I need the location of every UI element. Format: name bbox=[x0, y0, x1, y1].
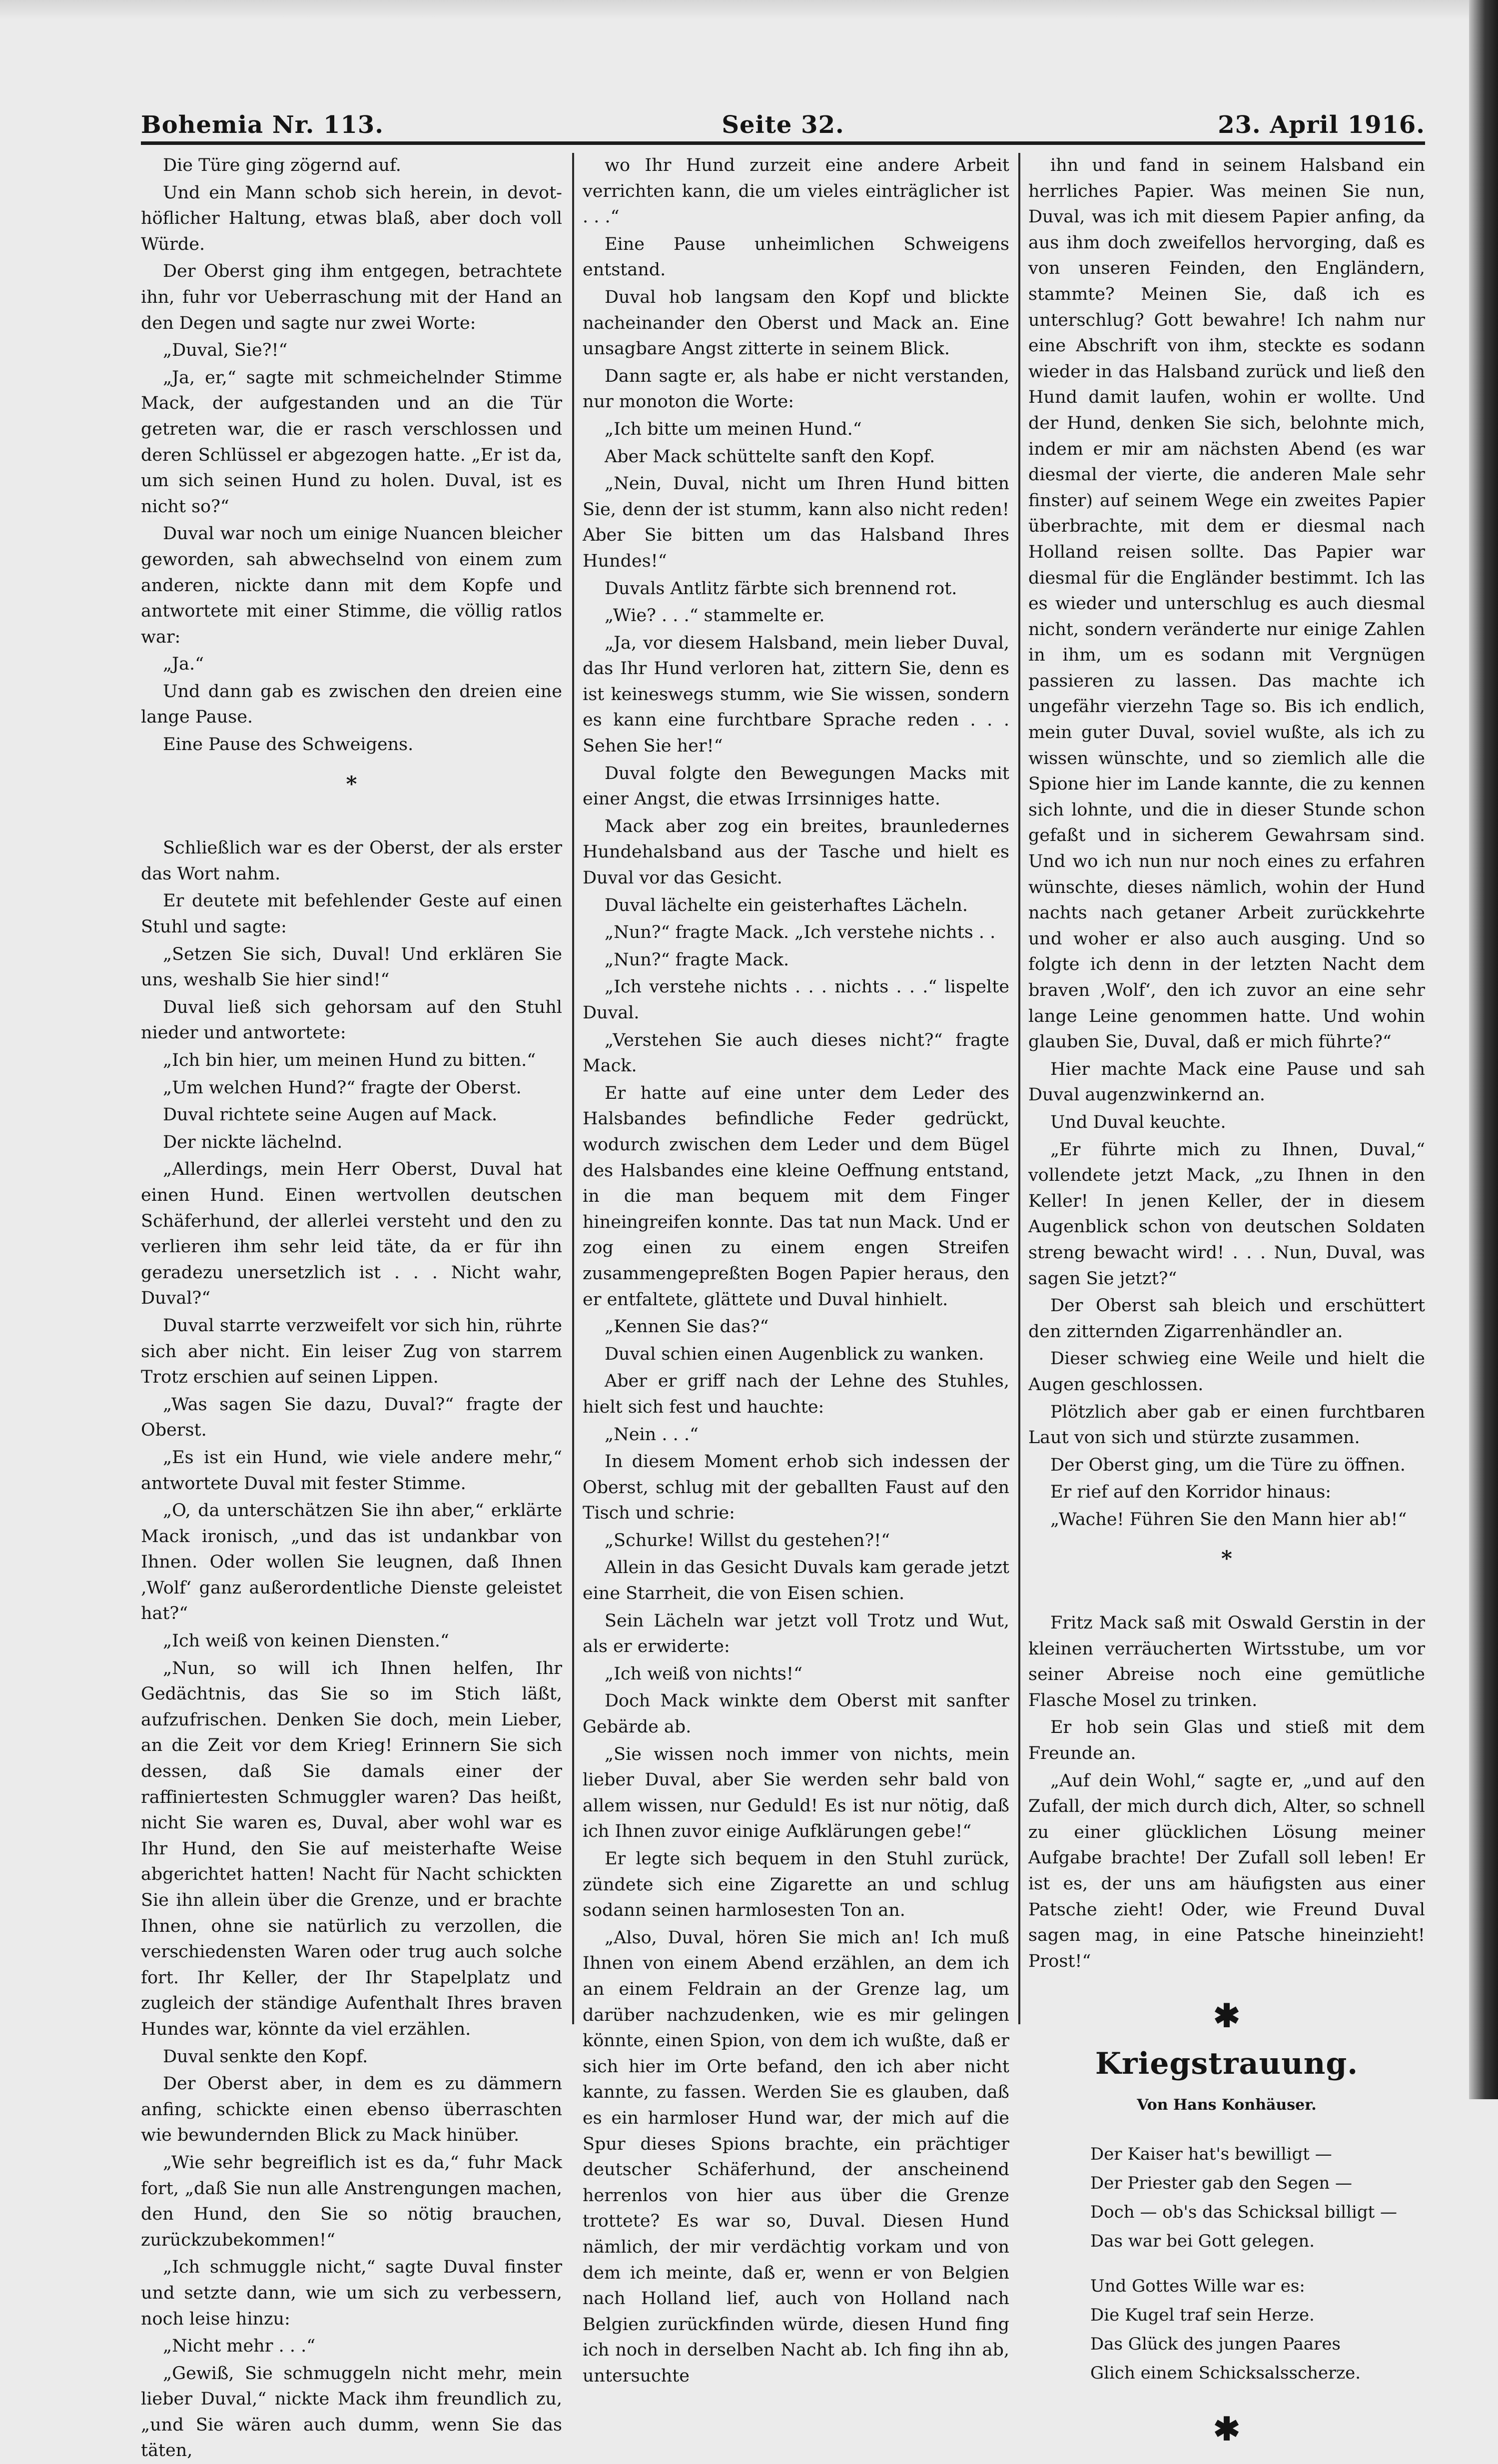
paragraph: Eine Pause des Schweigens. bbox=[163, 735, 414, 755]
paragraph: „Ich bin hier, um meinen Hund zu bitten.“ bbox=[163, 1050, 536, 1070]
paragraph: Er rief auf den Korridor hinaus: bbox=[1050, 1482, 1332, 1503]
poem-line: Doch — ob's das Schicksal billigt — bbox=[1090, 2202, 1398, 2223]
column-3-story bbox=[1028, 153, 1425, 1974]
paragraph: Duval folgte den Bewegungen Macks mit einer Angst, die etwas Irrsinniges hatte. bbox=[583, 763, 1009, 810]
paragraph: Der Oberst ging, um die Türe zu öffnen. bbox=[1050, 1455, 1406, 1475]
header-publication: Bohemia Nr. 113. bbox=[141, 111, 384, 139]
paragraph: Er hob sein Glas und stieß mit dem Freunde an. bbox=[1028, 1717, 1425, 1764]
paragraph: Eine Pause unheimlichen Schweigens entstand. bbox=[583, 234, 1009, 280]
paragraph: „Allerdings, mein Herr Oberst, Duval hat einen Hund. Einen wertvollen deutschen Schäferhund, der allerlei versteht und den zu verlieren ihm sehr leid täte, da er für ihn geradezu unersetzlich ist . . . Nicht wahr, Duval?“ bbox=[141, 1159, 562, 1309]
paragraph: „Auf dein Wohl,“ sagte er, „und auf den Zufall, der mich durch dich, Alter, so schnell zu einer glücklichen Lösung meiner Aufgabe brachte! Der Zufall soll leben! Er ist es, der uns am häufigsten aus einer Patsche zieht! Oder, wie Freund Duval sagen mag, in eine Patsche hineinzieht! Prost!“ bbox=[1028, 1770, 1425, 1971]
header-page-number: Seite 32. bbox=[722, 111, 844, 139]
paragraph: Hier machte Mack eine Pause und sah Duval augenzwinkernd an. bbox=[1028, 1059, 1425, 1105]
poem-line: Und Gottes Wille war es: bbox=[1090, 2276, 1305, 2297]
section-break-star: * bbox=[1221, 1546, 1232, 1571]
page-header bbox=[141, 111, 1425, 143]
paragraph: Duval starrte verzweifelt vor sich hin, rührte sich aber nicht. Ein leiser Zug von starrem Trotz erschien auf seinen Lippen. bbox=[141, 1315, 562, 1388]
paragraph: „Ich weiß von nichts!“ bbox=[605, 1663, 802, 1684]
paragraph: In diesem Moment erhob sich indessen der Oberst, schlug mit der geballten Faust auf den Tisch und schrie: bbox=[583, 1452, 1009, 1524]
paragraph: „Nein . . .“ bbox=[605, 1424, 699, 1445]
paragraph: „Wache! Führen Sie den Mann hier ab!“ bbox=[1050, 1509, 1407, 1530]
paragraph: Duval lächelte ein geisterhaftes Lächeln. bbox=[605, 895, 968, 915]
paragraph: „Ich weiß von keinen Diensten.“ bbox=[163, 1631, 449, 1651]
column-1 bbox=[141, 153, 562, 2461]
paragraph: „Er führte mich zu Ihnen, Duval,“ vollendete jetzt Mack, „zu Ihnen in den Keller! In jenen Keller, der in diesem Augenblick schon von deutschen Soldaten streng bewacht wird! . . . Nun, Duval, was sagen Sie jetzt?“ bbox=[1028, 1139, 1425, 1289]
paragraph: „Wie? . . .“ stammelte er. bbox=[605, 606, 825, 626]
paragraph: „Ja, er,“ sagte mit schmeichelnder Stimme Mack, der aufgestanden und an die Tür getreten war, die er rasch verschlossen und deren Schlüssel er abgezogen hatte. „Er ist da, um sich seinen Hund zu holen. Duval, ist es nicht so?“ bbox=[141, 367, 562, 517]
paragraph: Aber er griff nach der Lehne des Stuhles, hielt sich fest und hauchte: bbox=[583, 1371, 1009, 1417]
paragraph: Der nickte lächelnd. bbox=[163, 1132, 343, 1152]
poem-line: Das Glück des jungen Paares bbox=[1090, 2334, 1341, 2355]
poem-line: Die Kugel traf sein Herze. bbox=[1090, 2305, 1315, 2326]
column-divider-2 bbox=[1018, 153, 1020, 2024]
paragraph: Allein in das Gesicht Duvals kam gerade jetzt eine Starrheit, die von Eisen schien. bbox=[583, 1558, 1009, 1604]
poem-line: Der Priester gab den Segen — bbox=[1090, 2173, 1353, 2194]
header-rule bbox=[141, 141, 1425, 145]
separator-star-top: ✱ bbox=[1213, 1997, 1240, 2035]
paragraph: „Ja, vor diesem Halsband, mein lieber Duval, das Ihr Hund verloren hat, zittern Sie, denn es ist keineswegs stumm, wie Sie wissen, sondern es kann eine furchtbare Sprache reden . . . Sehen Sie her!“ bbox=[583, 633, 1009, 757]
paragraph: Der Oberst aber, in dem es zu dämmern anfing, schickte einen ebenso überraschten wie bewundernden Blick zu Mack hinüber. bbox=[141, 2074, 562, 2146]
poem-title: Kriegstrauung. bbox=[1095, 2046, 1359, 2081]
paragraph: Duval richtete seine Augen auf Mack. bbox=[163, 1105, 498, 1125]
paragraph: „Es ist ein Hund, wie viele andere mehr,“ antwortete Duval mit fester Stimme. bbox=[141, 1447, 562, 1494]
column-2 bbox=[583, 153, 1009, 2386]
column-3 bbox=[1028, 153, 1425, 2449]
paragraph: Plötzlich aber gab er einen furchtbaren Laut von sich und stürzte zusammen. bbox=[1028, 1402, 1425, 1448]
paragraph: Er hatte auf eine unter dem Leder des Halsbandes befindliche Feder gedrückt, wodurch zwischen dem Leder und dem Bügel des Halsbandes eine kleine Oeffnung entstand, in die man bequem mit dem Finger hineingreifen konnte. Das tat nun Mack. Und er zog einen zu einem engen Streifen zusammengepreßten Bogen Papier heraus, den er entfaltete, glättete und Duval hinhielt. bbox=[583, 1083, 1009, 1310]
paragraph: Duval war noch um einige Nuancen bleicher geworden, sah abwechselnd von einem zum anderen, nickte dann mit dem Kopfe und antwortete mit einer Stimme, die völlig ratlos war: bbox=[141, 524, 562, 647]
paragraph: Dann sagte er, als habe er nicht verstanden, nur monoton die Worte: bbox=[583, 366, 1009, 412]
paragraph: „Verstehen Sie auch dieses nicht?“ fragte Mack. bbox=[583, 1030, 1009, 1076]
poem-line: Das war bei Gott gelegen. bbox=[1090, 2231, 1315, 2252]
paragraph: Duval hob langsam den Kopf und blickte nacheinander den Oberst und Mack an. Eine unsagbare Angst zitterte in seinem Blick. bbox=[583, 287, 1009, 359]
paragraph: „Wie sehr begreiflich ist es da,“ fuhr Mack fort, „daß Sie nun alle Anstrengungen machen, den Hund, den Sie so nötig brauchen, zurückzubekommen!“ bbox=[141, 2152, 562, 2250]
paragraph: „O, da unterschätzen Sie ihn aber,“ erklärte Mack ironisch, „und das ist undankbar von Ihnen. Oder wollen Sie leugnen, daß Ihnen ‚Wolf‘ ganz außerordentliche Dienste geleistet hat?“ bbox=[141, 1501, 562, 1624]
paragraph: Duvals Antlitz färbte sich brennend rot. bbox=[605, 578, 957, 599]
scan-top-shadow bbox=[0, 0, 1498, 20]
paragraph: Der Oberst ging ihm entgegen, betrachtete ihn, fuhr vor Ueberraschung mit der Hand an den Degen und sagte nur zwei Worte: bbox=[141, 261, 562, 333]
poem-author: Von Hans Konhäuser. bbox=[1137, 2096, 1317, 2114]
paragraph: Die Türe ging zögernd auf. bbox=[163, 155, 401, 175]
paragraph: Der Oberst sah bleich und erschüttert den zitternden Zigarrenhändler an. bbox=[1028, 1296, 1425, 1342]
paragraph: „Duval, Sie?!“ bbox=[163, 340, 288, 361]
separator-star-bottom: ✱ bbox=[1213, 2411, 1240, 2449]
paragraph: „Setzen Sie sich, Duval! Und erklären Sie uns, weshalb Sie hier sind!“ bbox=[141, 944, 562, 990]
paragraph: Er legte sich bequem in den Stuhl zurück, zündete sich eine Zigarette an und schlug sodann seinen harmlosesten Ton an. bbox=[583, 1849, 1009, 1921]
paragraph: Duval senkte den Kopf. bbox=[163, 2046, 368, 2067]
paragraph: Er deutete mit befehlender Geste auf einen Stuhl und sagte: bbox=[141, 891, 562, 937]
paragraph: „Ich schmuggle nicht,“ sagte Duval finster und setzte dann, wie um sich zu verbessern, noch leise hinzu: bbox=[141, 2257, 562, 2329]
header-date: 23. April 1916. bbox=[1218, 111, 1425, 139]
paragraph: „Also, Duval, hören Sie mich an! Ich muß Ihnen von einem Abend erzählen, an dem ich an einem Feldrain an der Grenze lag, um darüber nachzudenken, wie es mir gelingen könnte, einen Spion, von dem ich wußte, daß er sich hier im Orte befand, den ich aber nicht kannte, zu fassen. Werden Sie es glauben, daß es ein harmloser Hund war, der mich auf die Spur dieses Spions brachte, ein prächtiger deutscher Schäferhund, der anscheinend herrenlos von hier aus über die Grenze trottete? Es war so, Duval. Diesen Hund nämlich, der mir verdächtig vorkam und von dem ich meinte, daß er, wenn er von Belgien nach Holland lief, auch von Holland nach Belgien zurückfinden würde, diesen Hund fing ich noch in derselben Nacht ab. Ich fing ihn ab, untersuchte bbox=[583, 1927, 1009, 2386]
paragraph: Duval ließ sich gehorsam auf den Stuhl nieder und antwortete: bbox=[141, 997, 562, 1043]
paragraph: „Nun?“ fragte Mack. „Ich verstehe nichts . . bbox=[605, 922, 996, 943]
paragraph: „Nicht mehr . . .“ bbox=[163, 2336, 316, 2357]
paragraph: Fritz Mack saß mit Oswald Gerstin in der kleinen verräucherten Wirtsstube, um vor seiner Abreise noch eine gemütliche Flasche Mosel zu trinken. bbox=[1028, 1613, 1425, 1710]
paragraph: „Um welchen Hund?“ fragte der Oberst. bbox=[163, 1077, 522, 1098]
paragraph: „Kennen Sie das?“ bbox=[605, 1317, 769, 1337]
paragraph: „Sie wissen noch immer von nichts, mein lieber Duval, aber Sie werden sehr bald von allem wissen, nur Geduld! Es ist nur nötig, daß ich Ihnen zuvor einige Aufklärungen gebe!“ bbox=[583, 1744, 1009, 1842]
poem-line: Glich einem Schicksalsscherze. bbox=[1090, 2363, 1361, 2384]
paragraph: Doch Mack winkte dem Oberst mit sanfter Gebärde ab. bbox=[583, 1691, 1009, 1737]
poem-line: Der Kaiser hat's bewilligt — bbox=[1090, 2144, 1332, 2165]
paragraph: „Was sagen Sie dazu, Duval?“ fragte der Oberst. bbox=[141, 1394, 562, 1441]
paragraph: „Schurke! Willst du gestehen?!“ bbox=[605, 1530, 890, 1551]
paragraph: Aber Mack schüttelte sanft den Kopf. bbox=[605, 446, 935, 467]
paragraph: „Ich verstehe nichts . . . nichts . . .“ lispelte Duval. bbox=[583, 977, 1009, 1023]
paragraph: ihn und fand in seinem Halsband ein herrliches Papier. Was meinen Sie nun, Duval, was ich mit diesem Papier anfing, da aus ihm doch zweifellos hervorging, daß es von unseren Feinden, den Engländern, stammte? Meinen Sie, daß ich es unterschlug? Gott bewahre! Ich nahm nur eine Abschrift von ihm, steckte es sodann wieder in das Halsband zurück und ließ den Hund damit laufen, wohin er wollte. Und der Hund, denken Sie sich, belohnte mich, indem er mir am nächsten Abend (es war diesmal der vierte, die anderen Male sehr finster) auf seinem Wege ein zweites Papier überbrachte, mit dem er diesmal nach Holland reisen sollte. Das Papier war diesmal für die Engländer bestimmt. Ich las es wieder und unterschlug es auch diesmal nicht, sondern veränderte nur einige Zahlen in ihm, um es sodann mit Vergnügen passieren zu lassen. Das machte ich ungefähr vierzehn Tage so. Bis ich endlich, mein guter Duval, soviel wußte, als ich zu wissen wünschte, und so ziemlich alle die Spione hier im Lande kannte, die zu kennen sich lohnte, und die in dieser Stunde schon gefaßt und in sicherem Gewahrsam sind. Und wo ich nun nur noch eines zu erfahren wünschte, dieses nämlich, wohin der Hund nachts nach getaner Arbeit zurückkehrte und woher er also auch ausging. Und so folgte ich denn in der letzten Nacht dem braven ‚Wolf‘, den ich zuvor an eine sehr lange Leine genommen hatte. Und wohin glauben Sie, Duval, daß er mich führte?“ bbox=[1028, 155, 1425, 1052]
paragraph: „Gewiß, Sie schmuggeln nicht mehr, mein lieber Duval,“ nickte Mack ihm freundlich zu, „und Sie wären auch dumm, wenn Sie das täten, bbox=[141, 2363, 562, 2461]
poem bbox=[1028, 2140, 1425, 2388]
paragraph: Duval schien einen Augenblick zu wanken. bbox=[605, 1344, 984, 1364]
paragraph: wo Ihr Hund zurzeit eine andere Arbeit verrichten kann, die um vieles einträglicher ist . . .“ bbox=[583, 155, 1009, 227]
paragraph: „Ich bitte um meinen Hund.“ bbox=[605, 419, 862, 439]
paragraph: „Nein, Duval, nicht um Ihren Hund bitten Sie, denn der ist stumm, kann also nicht reden! Aber Sie bitten um das Halsband Ihres Hundes!“ bbox=[583, 474, 1009, 571]
paragraph: „Ja.“ bbox=[163, 654, 204, 675]
section-break-star: * bbox=[346, 771, 357, 796]
paragraph: Und Duval keuchte. bbox=[1050, 1112, 1226, 1132]
paragraph: „Nun?“ fragte Mack. bbox=[605, 949, 789, 970]
paragraph: Sein Lächeln war jetzt voll Trotz und Wut, als er erwiderte: bbox=[583, 1611, 1009, 1657]
scan-right-edge bbox=[1469, 0, 1498, 2099]
paragraph: Dieser schwieg eine Weile und hielt die Augen geschlossen. bbox=[1028, 1349, 1425, 1395]
paragraph: Und ein Mann schob sich herein, in devot-höflicher Haltung, etwas blaß, aber doch voll Würde. bbox=[141, 182, 562, 254]
paragraph: Und dann gab es zwischen den dreien eine lange Pause. bbox=[141, 681, 562, 728]
paragraph: „Nun, so will ich Ihnen helfen, Ihr Gedächtnis, das Sie so im Stich läßt, aufzufrischen. Denken Sie doch, mein Lieber, an die Zeit vor dem Krieg! Erinnern Sie sich dessen, daß Sie damals einer der raffiniertesten Schmuggler waren? Das heißt, nicht Sie waren es, Duval, aber wohl war es Ihr Hund, den Sie auf meisterhafte Weise abgerichtet hatten! Nacht für Nacht schickten Sie ihn allein über die Grenze, und er brachte Ihnen, ohne sie natürlich zu verzollen, die verschiedensten Waren oder trug auch solche fort. Ihr Keller, der Ihr Stapelplatz und zugleich der ständige Aufenthalt Ihres braven Hundes war, könnte da viel erzählen. bbox=[141, 1658, 562, 2039]
paragraph: Mack aber zog ein breites, braunledernes Hundehalsband aus der Tasche und hielt es Duval vor das Gesicht. bbox=[583, 816, 1009, 888]
paragraph: Schließlich war es der Oberst, der als erster das Wort nahm. bbox=[141, 838, 562, 884]
column-divider-1 bbox=[572, 153, 574, 2024]
